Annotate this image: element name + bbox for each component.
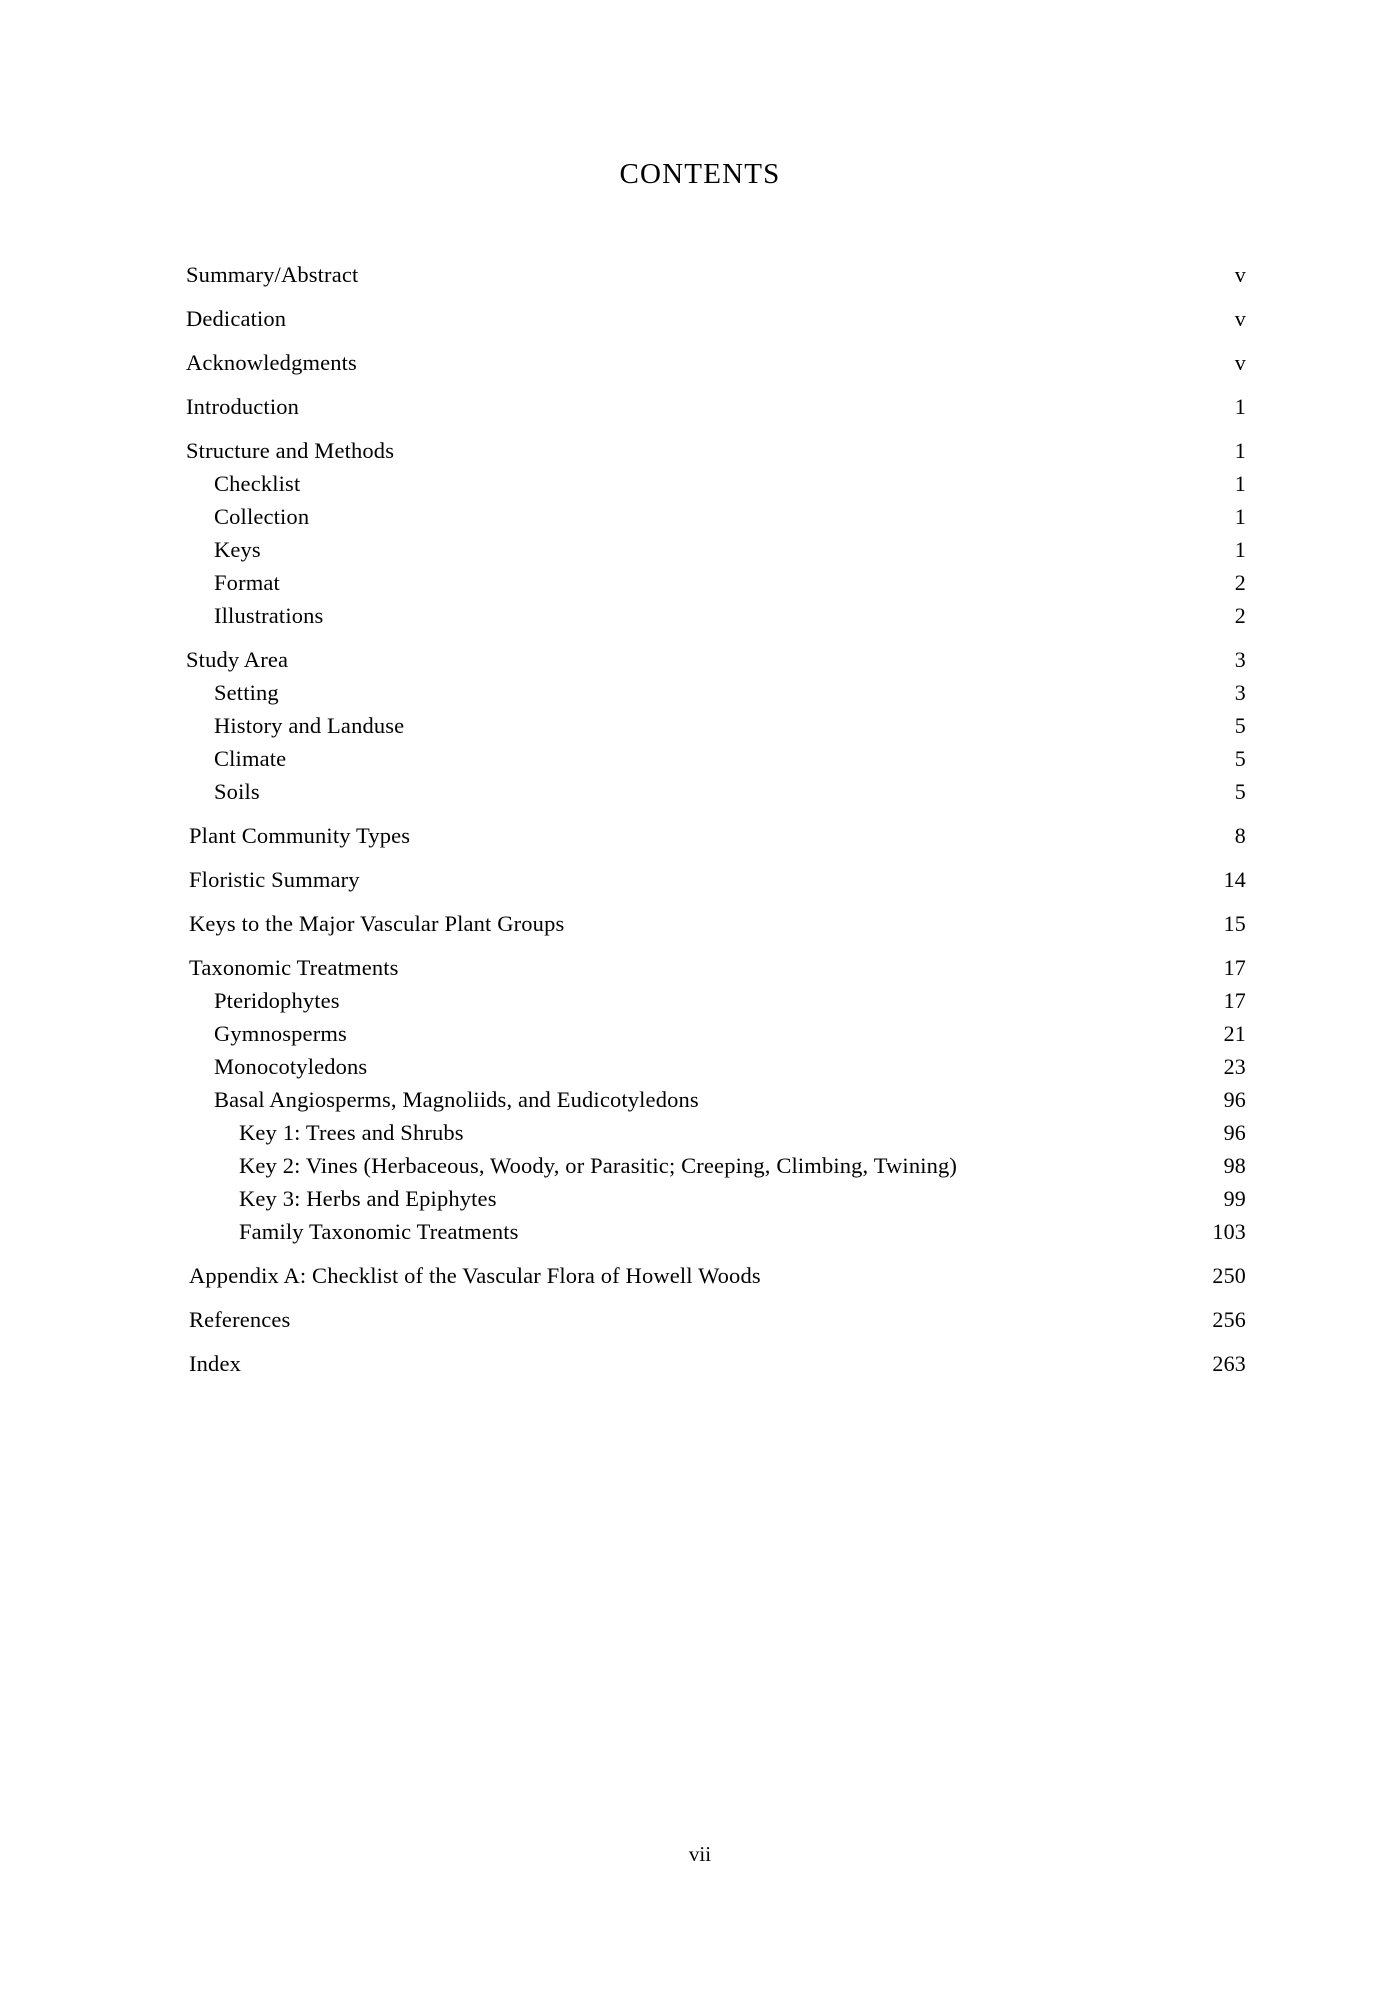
toc-entry-page-number: 1 <box>1234 504 1246 529</box>
toc-entry-label: Index <box>189 1351 241 1376</box>
toc-entry-label: Format <box>214 570 280 595</box>
toc-entry-page-number: 3 <box>1234 647 1246 672</box>
toc-entry[interactable] <box>186 819 1246 852</box>
toc-entry-page-number: v <box>1234 350 1246 375</box>
toc-entry-label: Keys to the Major Vascular Plant Groups <box>189 911 565 936</box>
toc-entry[interactable] <box>186 599 1246 632</box>
page-title: CONTENTS <box>619 158 781 190</box>
toc-entry-page-number: 5 <box>1234 713 1246 738</box>
toc-entry[interactable] <box>186 742 1246 775</box>
toc-group-spacer <box>186 291 1246 302</box>
toc-list <box>186 258 1246 1380</box>
toc-entry-label: Summary/Abstract <box>186 262 359 287</box>
toc-entry-page-number: 15 <box>1223 911 1246 936</box>
toc-entry[interactable] <box>186 951 1246 984</box>
toc-entry-label: Gymnosperms <box>214 1021 347 1046</box>
toc-entry-page-number: 21 <box>1223 1021 1246 1046</box>
toc-group-spacer <box>186 940 1246 951</box>
toc-entry-label: Key 1: Trees and Shrubs <box>239 1120 464 1145</box>
toc-entry-page-number: 1 <box>1234 471 1246 496</box>
toc-entry[interactable] <box>186 1149 1246 1182</box>
toc-entry[interactable] <box>186 1215 1246 1248</box>
toc-entry-label: Keys <box>214 537 261 562</box>
toc-entry-page-number: 103 <box>1212 1219 1246 1244</box>
toc-entry[interactable] <box>186 1017 1246 1050</box>
toc-entry-label: Soils <box>214 779 260 804</box>
toc-group-spacer <box>186 379 1246 390</box>
toc-entry-label: Acknowledgments <box>186 350 357 375</box>
folio-page-number: vii <box>688 1842 712 1866</box>
toc-entry[interactable] <box>186 346 1246 379</box>
toc-entry[interactable] <box>186 1259 1246 1292</box>
toc-entry-label: Climate <box>214 746 287 771</box>
toc-entry-label: Monocotyledons <box>214 1054 368 1079</box>
toc-entry[interactable] <box>186 467 1246 500</box>
toc-group-spacer <box>186 1292 1246 1303</box>
toc-group-spacer <box>186 808 1246 819</box>
toc-entry-page-number: 1 <box>1234 394 1246 419</box>
toc-entry-label: Pteridophytes <box>214 988 340 1013</box>
toc-group-spacer <box>186 1336 1246 1347</box>
toc-entry-label: Dedication <box>186 306 287 331</box>
toc-entry-page-number: 263 <box>1212 1351 1246 1376</box>
toc-group-spacer <box>186 632 1246 643</box>
toc-entry-label: Collection <box>214 504 310 529</box>
toc-entry-page-number: 5 <box>1234 779 1246 804</box>
toc-entry-label: Taxonomic Treatments <box>189 955 399 980</box>
toc-entry-page-number: 96 <box>1223 1120 1246 1145</box>
toc-entry-label: Key 2: Vines (Herbaceous, Woody, or Parasitic; Creeping, Climbing, Twining) <box>239 1153 958 1178</box>
toc-entry-label: Basal Angiosperms, Magnoliids, and Eudicotyledons <box>214 1087 699 1112</box>
toc-entry[interactable] <box>186 1050 1246 1083</box>
toc-entry-page-number: 3 <box>1234 680 1246 705</box>
toc-entry-label: Key 3: Herbs and Epiphytes <box>239 1186 497 1211</box>
toc-entry-page-number: 250 <box>1212 1263 1246 1288</box>
toc-entry-label: References <box>189 1307 291 1332</box>
toc-entry-page-number: 17 <box>1223 955 1246 980</box>
toc-entry-label: Introduction <box>186 394 300 419</box>
toc-group-spacer <box>186 1248 1246 1259</box>
toc-entry[interactable] <box>186 1347 1246 1380</box>
toc-entry[interactable] <box>186 566 1246 599</box>
toc-entry[interactable] <box>186 500 1246 533</box>
toc-entry-page-number: 2 <box>1234 570 1246 595</box>
toc-entry-page-number: 98 <box>1223 1153 1246 1178</box>
toc-entry-page-number: v <box>1234 306 1246 331</box>
toc-entry-page-number: 8 <box>1234 823 1246 848</box>
toc-entry-page-number: 1 <box>1234 438 1246 463</box>
toc-entry[interactable] <box>186 709 1246 742</box>
toc-entry-page-number: 17 <box>1223 988 1246 1013</box>
toc-entry-label: Floristic Summary <box>189 867 360 892</box>
toc-entry[interactable] <box>186 775 1246 808</box>
toc-entry[interactable] <box>186 676 1246 709</box>
toc-group-spacer <box>186 896 1246 907</box>
toc-entry[interactable] <box>186 533 1246 566</box>
toc-entry[interactable] <box>186 907 1246 940</box>
toc-entry-label: Illustrations <box>214 603 324 628</box>
toc-entry[interactable] <box>186 643 1246 676</box>
toc-entry[interactable] <box>186 1182 1246 1215</box>
toc-entry-label: Checklist <box>214 471 301 496</box>
toc-entry-page-number: v <box>1234 262 1246 287</box>
toc-entry[interactable] <box>186 258 1246 291</box>
toc-entry-label: History and Landuse <box>214 713 405 738</box>
toc-entry-page-number: 1 <box>1234 537 1246 562</box>
toc-group-spacer <box>186 335 1246 346</box>
toc-entry[interactable] <box>186 863 1246 896</box>
toc-entry[interactable] <box>186 390 1246 423</box>
toc-entry-page-number: 99 <box>1223 1186 1246 1211</box>
toc-entry-label: Study Area <box>186 647 289 672</box>
toc-entry[interactable] <box>186 1116 1246 1149</box>
toc-entry-label: Plant Community Types <box>189 823 411 848</box>
toc-entry[interactable] <box>186 1083 1246 1116</box>
toc-entry[interactable] <box>186 984 1246 1017</box>
toc-group-spacer <box>186 852 1246 863</box>
toc-entry-page-number: 5 <box>1234 746 1246 771</box>
toc-entry-page-number: 23 <box>1223 1054 1246 1079</box>
toc-entry[interactable] <box>186 434 1246 467</box>
toc-entry[interactable] <box>186 1303 1246 1336</box>
toc-entry-label: Setting <box>214 680 279 705</box>
toc-entry-page-number: 14 <box>1223 867 1246 892</box>
toc-entry[interactable] <box>186 302 1246 335</box>
toc-entry-label: Appendix A: Checklist of the Vascular Flora of Howell Woods <box>189 1263 761 1288</box>
toc-entry-label: Family Taxonomic Treatments <box>239 1219 519 1244</box>
toc-entry-page-number: 96 <box>1223 1087 1246 1112</box>
toc-entry-label: Structure and Methods <box>186 438 395 463</box>
toc-entry-page-number: 256 <box>1212 1307 1246 1332</box>
toc-entry-page-number: 2 <box>1234 603 1246 628</box>
toc-group-spacer <box>186 423 1246 434</box>
